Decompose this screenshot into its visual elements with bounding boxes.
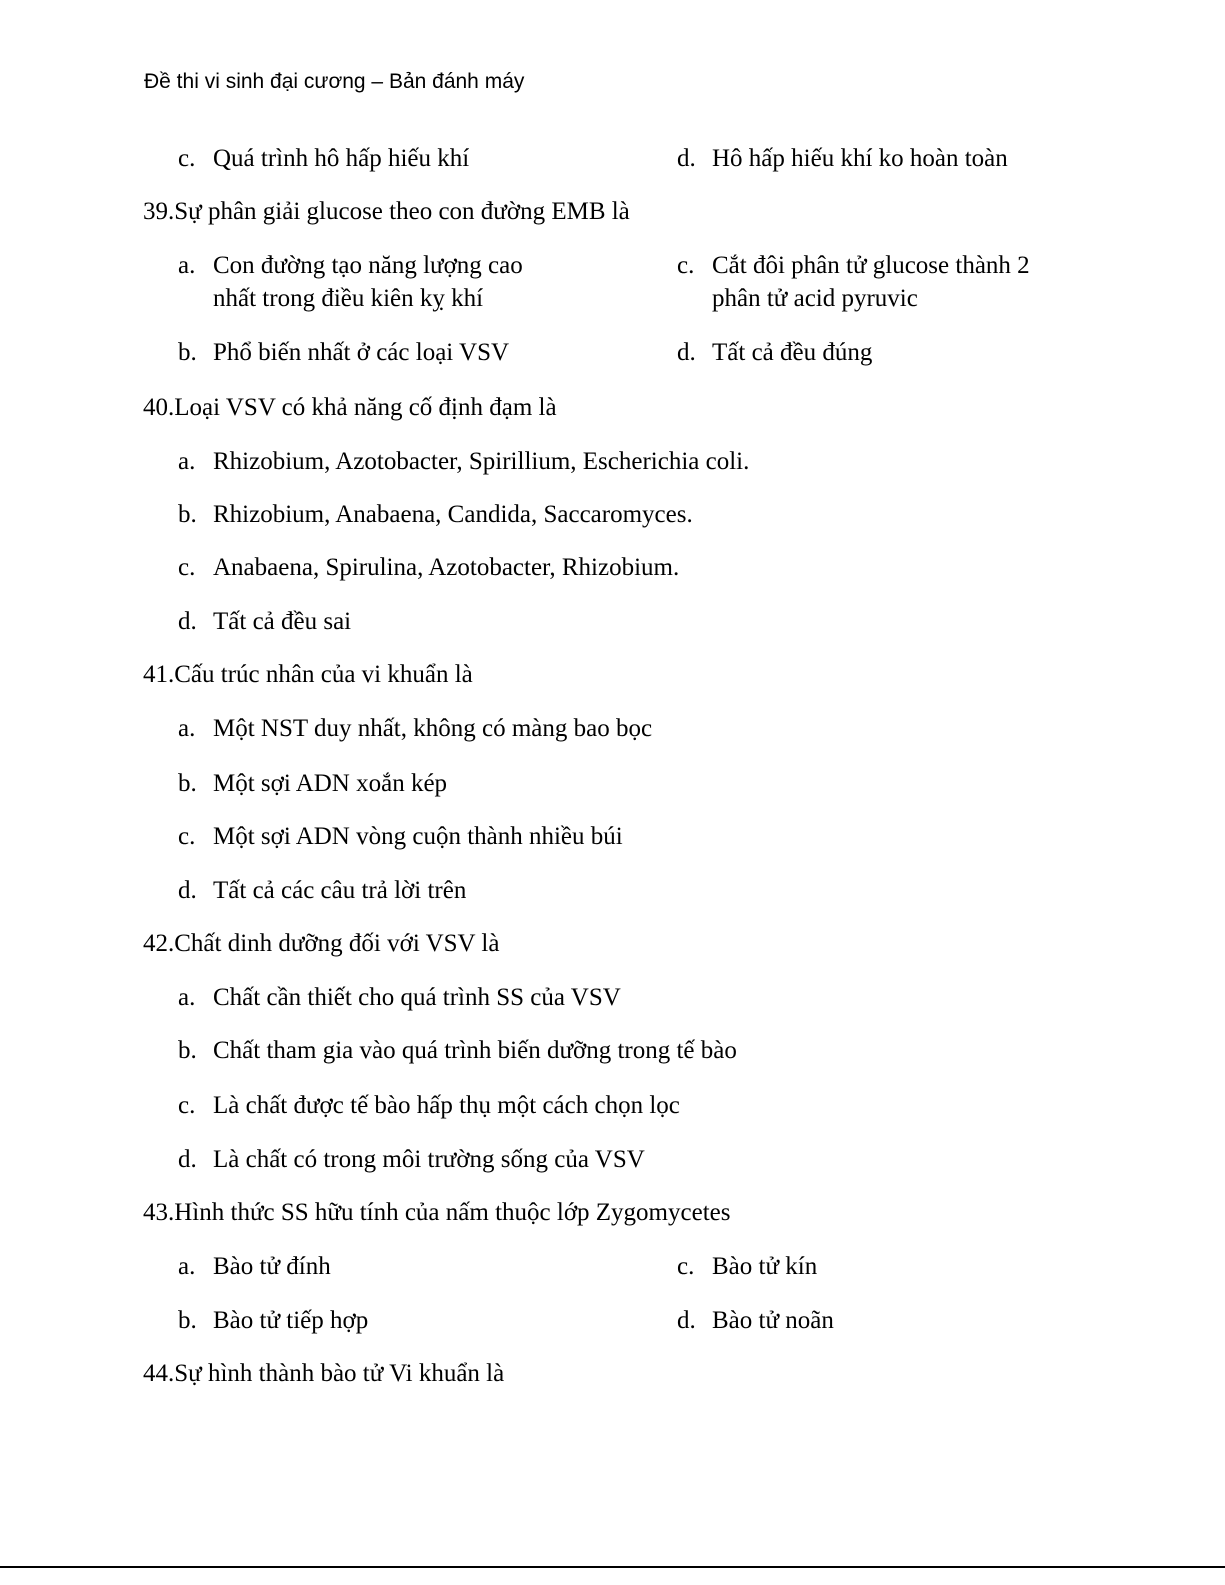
option-text: Tất cả các câu trả lời trên [213, 877, 467, 904]
option-letter: c. [178, 1092, 196, 1119]
option-letter: a. [178, 715, 196, 742]
option-text: Quá trình hô hấp hiếu khí [213, 145, 470, 172]
page-divider [0, 1566, 1225, 1568]
option-text-line2: phân tử acid pyruvic [712, 285, 918, 312]
question-43: 43.Hình thức SS hữu tính của nấm thuộc lớp Zygomycetes [143, 1199, 731, 1226]
option-letter: a. [178, 1253, 196, 1280]
option-letter: b. [178, 1307, 197, 1334]
question-41: 41.Cấu trúc nhân của vi khuẩn là [143, 661, 473, 688]
option-text: Anabaena, Spirulina, Azotobacter, Rhizobium. [213, 554, 680, 581]
option-text: Bào tử đính [213, 1253, 331, 1280]
option-letter: c. [178, 554, 196, 581]
option-text: Phổ biến nhất ở các loại VSV [213, 339, 510, 366]
option-letter: a. [178, 984, 196, 1011]
option-text: Một sợi ADN vòng cuộn thành nhiều búi [213, 823, 623, 850]
option-letter: c. [677, 1253, 695, 1280]
option-letter: b. [178, 501, 197, 528]
question-44: 44.Sự hình thành bào tử Vi khuẩn là [143, 1360, 505, 1387]
option-text: Rhizobium, Azotobacter, Spirillium, Escherichia coli. [213, 448, 750, 475]
option-text: Chất cần thiết cho quá trình SS của VSV [213, 984, 621, 1011]
page-header: Đề thi vi sinh đại cương – Bản đánh máy [144, 70, 525, 93]
option-letter: d. [677, 1307, 696, 1334]
option-letter: d. [178, 1146, 197, 1173]
option-text: Tất cả đều sai [213, 608, 352, 635]
option-letter: c. [178, 823, 196, 850]
option-letter: a. [178, 448, 196, 475]
option-text: Bào tử noãn [712, 1307, 834, 1334]
option-text: Chất tham gia vào quá trình biến dưỡng trong tế bào [213, 1037, 737, 1064]
option-text: Hô hấp hiếu khí ko hoàn toàn [712, 145, 1008, 172]
option-letter: c. [677, 252, 695, 279]
option-text: Tất cả đều đúng [712, 339, 873, 366]
option-letter: d. [677, 145, 696, 172]
question-40: 40.Loại VSV có khả năng cố định đạm là [143, 394, 557, 421]
option-letter: a. [178, 252, 196, 279]
option-letter: b. [178, 1037, 197, 1064]
option-letter: d. [677, 339, 696, 366]
option-text-line1: Cắt đôi phân tử glucose thành 2 [712, 252, 1030, 279]
option-letter: c. [178, 145, 196, 172]
option-text: Một NST duy nhất, không có màng bao bọc [213, 715, 653, 742]
option-letter: b. [178, 339, 197, 366]
option-letter: d. [178, 608, 197, 635]
option-text-line1: Con đường tạo năng lượng cao [213, 252, 523, 279]
option-text: Là chất được tế bào hấp thụ một cách chọn lọc [213, 1092, 680, 1119]
option-text-line2: nhất trong điều kiên kỵ khí [213, 285, 484, 312]
option-text: Bào tử kín [712, 1253, 818, 1280]
option-text: Là chất có trong môi trường sống của VSV [213, 1146, 645, 1173]
question-42: 42.Chất dinh dưỡng đối với VSV là [143, 930, 500, 957]
option-text: Rhizobium, Anabaena, Candida, Saccaromyces. [213, 501, 693, 528]
option-text: Một sợi ADN xoắn kép [213, 770, 448, 797]
question-39: 39.Sự phân giải glucose theo con đường EMB là [143, 198, 630, 225]
option-letter: b. [178, 770, 197, 797]
option-text: Bào tử tiếp hợp [213, 1307, 369, 1334]
option-letter: d. [178, 877, 197, 904]
